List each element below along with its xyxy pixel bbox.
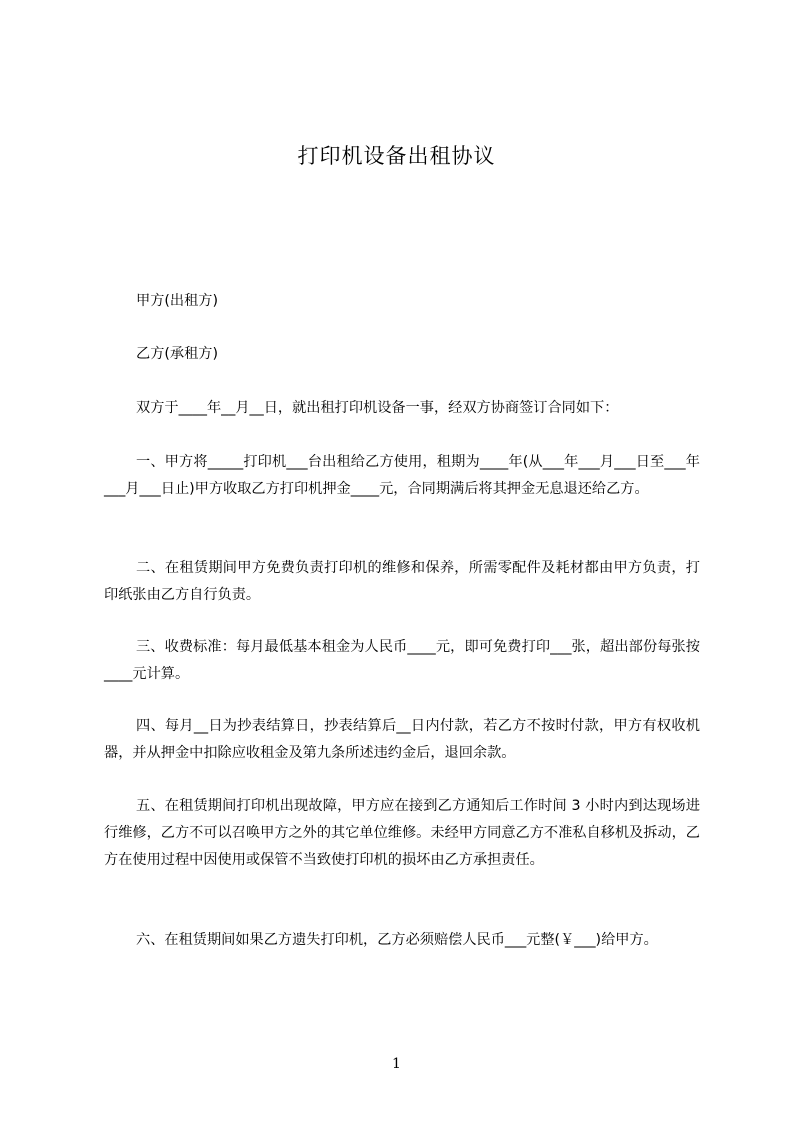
document-title: 打印机设备出租协议 (297, 144, 496, 168)
party-b-label: 乙方(承租方) (136, 346, 219, 362)
clause-2: 二、在租赁期间甲方免费负责打印机的维修和保养，所需零配件及耗材都由甲方负责，打印纸张由乙方自行负责。 (104, 560, 700, 603)
clause-6: 六、在租赁期间如果乙方遗失打印机，乙方必须赔偿人民币___元整(￥___)给甲方。 (136, 932, 658, 948)
page-number: 1 (392, 1056, 401, 1072)
intro-paragraph: 双方于____年__月__日，就出租打印机设备一事，经双方协商签订合同如下： (136, 400, 619, 416)
party-a-label: 甲方(出租方) (136, 293, 219, 309)
clause-4: 四、每月__日为抄表结算日，抄表结算后__日内付款，若乙方不按时付款，甲方有权收机器，并从押金中扣除应收租金及第九条所述违约金后，退回余款。 (104, 718, 700, 761)
clause-1: 一、甲方将_____打印机___台出租给乙方使用，租期为____年(从___年___月___日至___年___月___日止)甲方收取乙方打印机押金____元，合同期满后将其押金无息退还给乙方。 (104, 454, 700, 497)
clause-5: 五、在租赁期间打印机出现故障，甲方应在接到乙方通知后工作时间 3 小时内到达现场进行维修，乙方不可以召唤甲方之外的其它单位维修。未经甲方同意乙方不准私自移机及拆动，乙方在使用过程中因使用或保管不当致使打印机的损坏由乙方承担责任。 (104, 798, 700, 868)
clause-3: 三、收费标准：每月最低基本租金为人民币____元，即可免费打印___张，超出部份每张按____元计算。 (104, 639, 700, 682)
